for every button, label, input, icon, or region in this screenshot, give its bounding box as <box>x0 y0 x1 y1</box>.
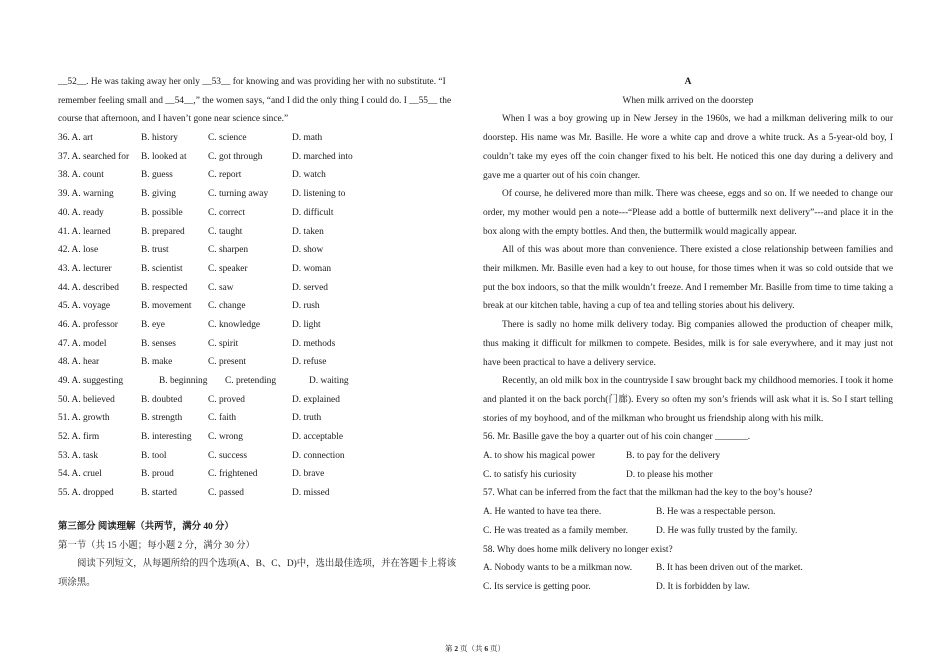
option-row <box>58 409 470 428</box>
line: When I was a boy growing up in New Jersey in the 1960s, we had a milkman delivering milk to our <box>502 114 893 125</box>
option-b: B. possible <box>141 207 183 218</box>
option-c: C. success <box>208 450 248 461</box>
option-d: D. math <box>292 133 323 144</box>
option-d: D. show <box>292 245 324 256</box>
q58-options-row <box>483 578 893 597</box>
option-c: C. faith <box>208 413 237 424</box>
paragraph-2 <box>483 185 893 241</box>
option-b: B. senses <box>141 338 176 349</box>
option-number-a: 46. A. professor <box>58 319 118 330</box>
option-d: D. marched into <box>292 151 353 162</box>
line: All of this was about more than convenience. There existed a close relationship between families and <box>502 245 893 256</box>
option-row <box>58 391 470 410</box>
option-d: D. missed <box>292 488 330 499</box>
option-row <box>58 204 470 223</box>
line: thus making it difficult for milkmen to compete. Besides, milk is for sale everywhere, and it may just not <box>483 338 893 349</box>
option-b: B. started <box>141 488 177 499</box>
left-column <box>58 73 470 593</box>
option-row <box>58 297 470 316</box>
option-b: B. interesting <box>141 432 192 443</box>
option-b: B. movement <box>141 301 192 312</box>
q56-options-row <box>483 447 893 466</box>
line: home and planted it on the back porch(门廊). Every so often my son’s friends will ask what it is. So I <box>483 376 893 405</box>
q56-options-row <box>483 466 893 485</box>
footer-middle: 页（共 <box>460 644 483 653</box>
line: have been practical to have a delivery service. <box>483 357 656 368</box>
option-row <box>58 428 470 447</box>
option-c: C. got through <box>208 151 263 162</box>
option-number-a: 41. A. learned <box>58 226 111 237</box>
option-c: C. turning away <box>208 189 269 200</box>
line: There is sadly no home milk delivery today. Big companies allowed the production of cheaper milk, <box>502 320 893 331</box>
option-d: D. light <box>292 319 321 330</box>
option-c: C. speaker <box>208 263 248 274</box>
line: couldn’t take my eyes off the coin changer fixed to his belt. He noticed this one day during a delivery and <box>483 151 893 162</box>
option-number-a: 37. A. searched for <box>58 151 130 162</box>
line: our order, my mother would pen a note---“Please add a bottle of buttermilk next delivery”---and place it <box>483 189 894 218</box>
option-c: C. science <box>208 133 247 144</box>
option-row <box>58 465 470 484</box>
option-b: B. make <box>141 357 173 368</box>
option-c: C. frightened <box>208 469 258 480</box>
option-c: C. spirit <box>208 338 239 349</box>
passage-title: When milk arrived on the doorstep <box>622 95 754 106</box>
option-number-a: 45. A. voyage <box>58 301 111 312</box>
option-d: D. taken <box>292 226 324 237</box>
option-d: D. connection <box>292 450 345 461</box>
option-c: C. correct <box>208 207 245 218</box>
option-c: C. Its service is getting poor. <box>483 581 591 592</box>
subsection-title: 第一节（共 15 小题；每小题 2 分，满分 30 分） <box>58 540 255 551</box>
option-b: B. It has been driven out of the market. <box>656 563 803 574</box>
option-d: D. waiting <box>309 376 349 387</box>
option-row <box>58 166 470 185</box>
option-b: B. history <box>141 133 178 144</box>
option-row <box>58 223 470 242</box>
option-d: D. acceptable <box>292 432 344 443</box>
option-b: B. looked at <box>141 151 187 162</box>
option-row <box>58 260 470 279</box>
option-a: A. He wanted to have tea there. <box>483 507 602 518</box>
option-d: D. brave <box>292 469 325 480</box>
option-d: D. truth <box>292 413 322 424</box>
option-b: B. trust <box>141 245 169 256</box>
instruction-line: 阅读下列短文，从每题所给的四个选项(A、B、C、D)中，选出最佳选项，并在答题卡上将该 <box>77 559 457 570</box>
line: Recently, an old milk box in the countryside I saw brought back my childhood memories. I took it <box>502 376 870 387</box>
line: doorstep. His name was Mr. Basille. He wore a white cap and drove a white truck. As a 5-year-old boy, I <box>483 133 893 144</box>
option-number-a: 54. A. cruel <box>58 469 102 480</box>
option-b: B. giving <box>141 189 176 200</box>
option-number-a: 38. A. count <box>58 170 104 181</box>
option-d: D. rush <box>292 301 320 312</box>
option-c: C. knowledge <box>208 319 261 330</box>
line: in the box along with the empty bottles. And then, the buttermilk would magically appear. <box>483 207 894 237</box>
option-c: C. wrong <box>208 432 243 443</box>
option-number-a: 51. A. growth <box>58 413 110 424</box>
option-c: C. report <box>208 170 242 181</box>
option-number-a: 42. A. lose <box>58 245 99 256</box>
q57-options-row <box>483 503 893 522</box>
question-57: 57. What can be inferred from the fact that the milkman had the key to the boy’s house? <box>483 488 813 499</box>
footer-suffix: 页） <box>490 644 505 653</box>
option-row <box>58 241 470 260</box>
option-number-a: 36. A. art <box>58 133 93 144</box>
section-title: 第三部分 阅读理解（共两节，满分 40 分） <box>58 521 234 532</box>
page-number: 2 <box>454 644 459 653</box>
option-b: B. He was a respectable person. <box>656 507 776 518</box>
option-d: D. It is forbidden by law. <box>656 581 750 592</box>
line: Of course, he delivered more than milk. There was cheese, eggs and so on. If we needed to change <box>502 189 878 200</box>
q58-options-row <box>483 559 893 578</box>
option-number-a: 40. A. ready <box>58 207 104 218</box>
option-b: B. beginning <box>159 376 208 387</box>
footer-prefix: 第 <box>445 644 453 653</box>
option-a: A. to show his magical power <box>483 451 595 462</box>
option-b: B. doubted <box>141 394 183 405</box>
option-row <box>58 129 470 148</box>
option-b: B. tool <box>141 450 167 461</box>
paragraph-4 <box>483 316 893 372</box>
line: their milkmen. Mr. Basille even had a key to out house, for those times when it was so cold outside that <box>483 264 880 275</box>
option-d: D. served <box>292 282 328 293</box>
option-number-a: 55. A. dropped <box>58 488 114 499</box>
line: start telling stories of my boyhood, and of the milkman who brought us friendship along with his milk. <box>483 394 893 424</box>
line: taking a break at our kitchen table, having a cup of tea and telling stories about his delivery. <box>483 282 893 312</box>
option-row <box>58 185 470 204</box>
option-number-a: 43. A. lecturer <box>58 263 112 274</box>
option-d: D. explained <box>292 394 340 405</box>
paragraph-3 <box>483 241 893 316</box>
paragraph-5 <box>483 372 893 428</box>
option-b: B. eye <box>141 319 165 330</box>
cloze-passage-end <box>58 73 470 129</box>
option-b: B. prepared <box>141 226 185 237</box>
option-c: C. change <box>208 301 246 312</box>
option-b: B. scientist <box>141 263 183 274</box>
option-d: D. methods <box>292 338 336 349</box>
option-b: B. strength <box>141 413 183 424</box>
option-row <box>58 353 470 372</box>
line: we put the box indoors, so that the milk wouldn’t freeze. And I remember Mr. Basille from time to time <box>483 264 893 293</box>
paragraph-1 <box>483 110 893 185</box>
option-c: C. to satisfy his curiosity <box>483 469 577 480</box>
option-row <box>58 372 470 391</box>
option-number-a: 52. A. firm <box>58 432 100 443</box>
option-d: D. refuse <box>292 357 327 368</box>
option-number-a: 44. A. described <box>58 282 119 293</box>
option-row <box>58 335 470 354</box>
passage-letter: A <box>684 77 692 87</box>
q57-options-row <box>483 522 893 541</box>
total-pages: 6 <box>484 644 489 653</box>
page-footer <box>0 643 950 654</box>
option-b: B. to pay for the delivery <box>626 451 721 462</box>
option-row <box>58 484 470 503</box>
passage-line: __52__. He was taking away her only __53__ for knowing and was providing her with no substitute. “I <box>58 77 446 87</box>
option-c: C. taught <box>208 226 243 237</box>
line: gave me a quarter out of his coin changer. <box>483 170 640 181</box>
option-c: C. proved <box>208 394 245 405</box>
option-c: C. present <box>208 357 247 368</box>
option-c: C. saw <box>208 282 234 293</box>
option-b: B. proud <box>141 469 174 480</box>
option-d: D. He was fully trusted by the family. <box>656 525 798 536</box>
cloze-options-list <box>58 129 470 503</box>
option-number-a: 39. A. warning <box>58 189 114 200</box>
option-row <box>58 279 470 298</box>
option-d: D. watch <box>292 170 326 181</box>
passage-line: course that afternoon, and I haven’t gone near science since.” <box>58 114 289 125</box>
option-c: C. pretending <box>225 376 277 387</box>
option-number-a: 50. A. believed <box>58 394 115 405</box>
option-row <box>58 316 470 335</box>
option-b: B. respected <box>141 282 188 293</box>
option-c: C. sharpen <box>208 245 249 256</box>
option-number-a: 48. A. hear <box>58 357 100 368</box>
option-a: A. Nobody wants to be a milkman now. <box>483 563 633 574</box>
option-d: D. to please his mother <box>626 469 713 480</box>
option-c: C. passed <box>208 488 244 499</box>
option-c: C. He was treated as a family member. <box>483 525 629 536</box>
instruction-line: 项涂黑。 <box>58 577 96 588</box>
option-number-a: 53. A. task <box>58 450 99 461</box>
option-b: B. guess <box>141 170 173 181</box>
option-d: D. listening to <box>292 189 346 200</box>
question-56: 56. Mr. Basille gave the boy a quarter out of his coin changer _______. <box>483 432 751 443</box>
passage-line: remember feeling small and __54__,” the women says, “and I did the only thing I could do. I __55__ the <box>58 95 452 106</box>
option-d: D. difficult <box>292 207 334 218</box>
option-number-a: 47. A. model <box>58 338 107 349</box>
option-d: D. woman <box>292 263 332 274</box>
option-number-a: 49. A. suggesting <box>58 376 124 387</box>
option-row <box>58 447 470 466</box>
right-column <box>483 73 893 597</box>
option-row <box>58 148 470 167</box>
question-58: 58. Why does home milk delivery no longer exist? <box>483 544 673 555</box>
